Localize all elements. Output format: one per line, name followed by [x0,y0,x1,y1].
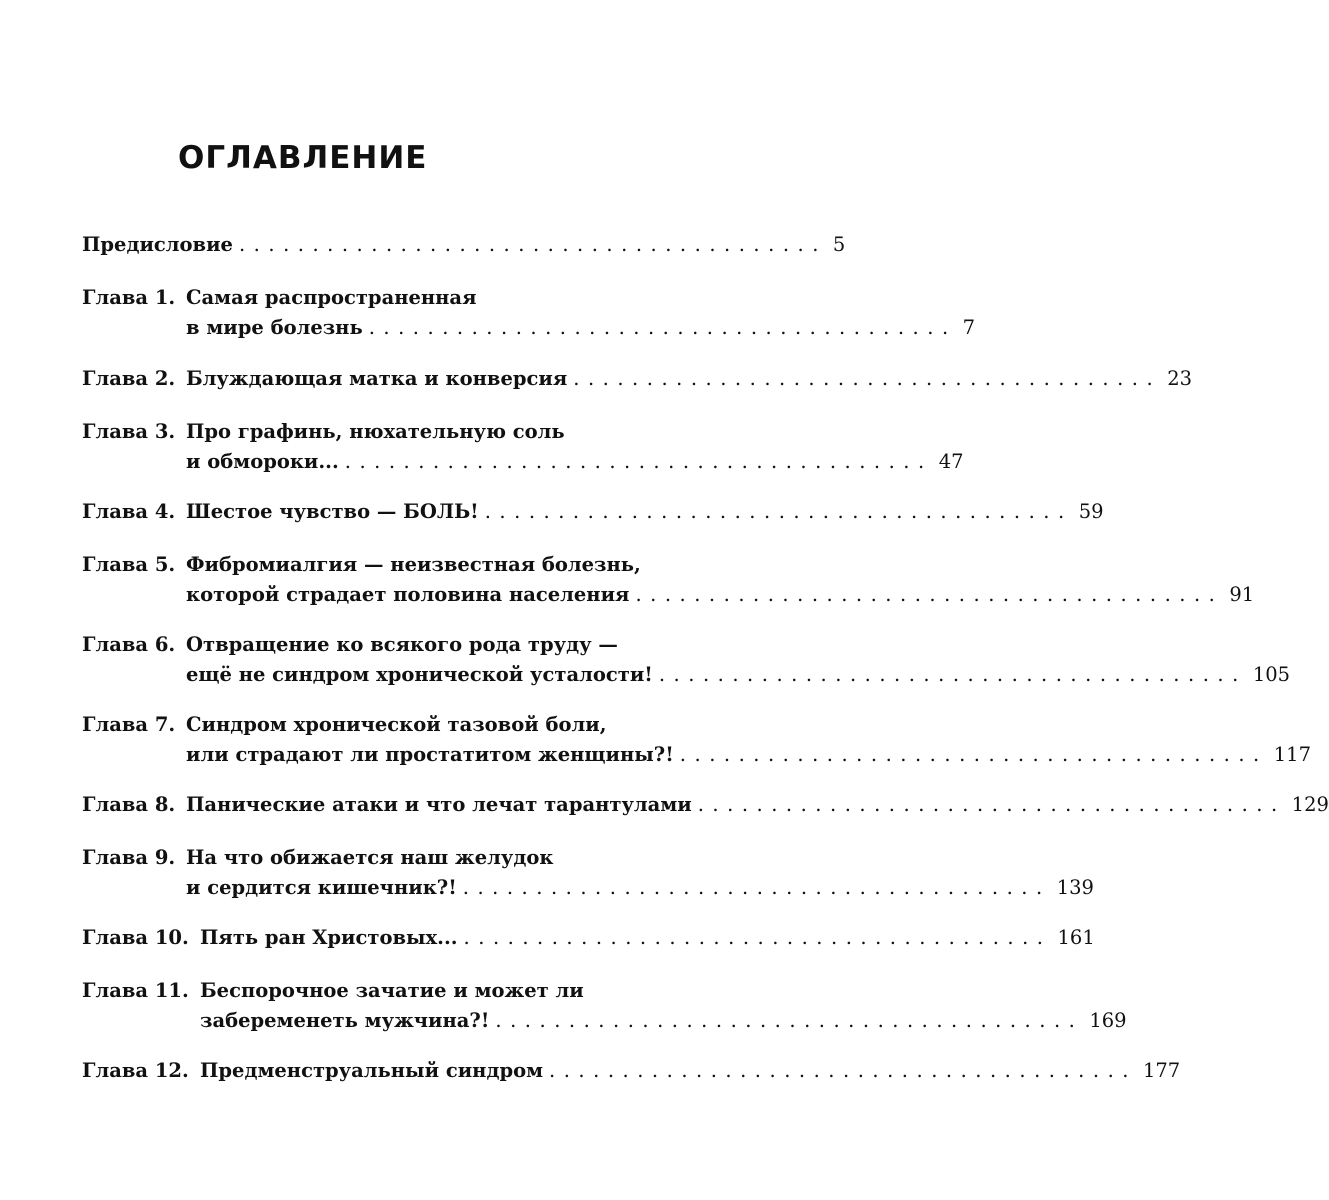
chapter-label: Глава 1. [82,286,176,309]
toc-entry-preface[interactable] [82,230,846,260]
dot-leader: ........................................ [484,500,1073,523]
page-number: 47 [938,450,964,473]
page-number: 169 [1089,1009,1127,1032]
dot-leader: ........................................ [635,583,1224,606]
toc-entry-chapter-9[interactable] [82,843,1094,903]
entry-title-continued: и сердится кишечник?! [186,876,457,899]
entry-title: Панические атаки и что лечат тарантулами [186,793,692,816]
toc-entry-chapter-5[interactable] [82,550,1255,610]
entry-title: Фибромиалгия — неизвестная болезнь, [186,553,641,576]
chapter-label: Глава 10. [82,926,189,949]
chapter-label: Глава 4. [82,500,176,523]
entry-title: Предисловие [82,233,233,256]
page-number: 139 [1056,876,1094,899]
dot-leader: ........................................ [238,233,827,256]
toc-entry-chapter-4[interactable] [82,497,1104,527]
entry-title-continued: которой страдает половина населения [186,583,630,606]
entry-title: Про графинь, нюхательную соль [186,420,565,443]
toc-entry-chapter-3[interactable] [82,417,964,477]
toc-entry-chapter-8[interactable] [82,790,1329,820]
toc-entry-chapter-11[interactable] [82,976,1127,1036]
entry-title: Блуждающая матка и конверсия [186,367,568,390]
entry-title: Самая распространенная [186,286,477,309]
chapter-label: Глава 7. [82,713,176,736]
entry-title: Синдром хронической тазовой боли, [186,713,607,736]
toc-entry-chapter-6[interactable] [82,630,1291,690]
page-number: 129 [1291,793,1329,816]
chapter-label: Глава 12. [82,1059,189,1082]
page-number: 177 [1142,1059,1181,1082]
dot-leader: ........................................ [462,876,1051,899]
entry-title-continued: забеременеть мужчина?! [200,1009,490,1032]
entry-title: Отвращение ко всякого рода труду — [186,633,618,656]
entry-title: На что обижается наш желудок [186,846,554,869]
toc-entry-chapter-2[interactable] [82,364,1193,394]
entry-title-continued: и обмороки... [186,450,339,473]
page-number: 117 [1273,743,1311,766]
entry-title-continued: или страдают ли простатитом женщины?! [186,743,674,766]
chapter-label: Глава 3. [82,420,176,443]
dot-leader: ........................................ [549,1059,1137,1082]
dot-leader: ........................................ [368,316,957,339]
chapter-label: Глава 8. [82,793,176,816]
chapter-label: Глава 11. [82,979,189,1002]
dot-leader: ........................................ [495,1009,1084,1032]
entry-title-continued: в мире болезнь [186,316,363,339]
dot-leader: ........................................ [658,663,1247,686]
chapter-label: Глава 9. [82,846,176,869]
page-title: ОГЛАВЛЕНИЕ [178,140,428,176]
toc-entry-chapter-1[interactable] [82,283,976,343]
entry-title: Беспорочное зачатие и может ли [200,979,584,1002]
toc-entry-chapter-12[interactable] [82,1056,1181,1086]
toc-entry-chapter-7[interactable] [82,710,1311,770]
entry-title: Пять ран Христовых... [200,926,458,949]
dot-leader: ........................................ [573,367,1162,390]
dot-leader: ........................................ [344,450,933,473]
toc-entry-chapter-10[interactable] [82,923,1095,953]
chapter-label: Глава 2. [82,367,176,390]
page-number: 59 [1078,500,1104,523]
page-number: 5 [832,233,846,256]
page-number: 91 [1229,583,1255,606]
page-number: 105 [1252,663,1291,686]
dot-leader: ........................................ [697,793,1286,816]
page-number: 161 [1057,926,1095,949]
page-number: 7 [962,316,976,339]
dot-leader: ........................................ [679,743,1268,766]
page-number: 23 [1167,367,1193,390]
dot-leader: ........................................ [463,926,1052,949]
entry-title-continued: ещё не синдром хронической усталости! [186,663,653,686]
entry-title: Шестое чувство — БОЛЬ! [186,500,479,523]
table-of-contents [82,0,1329,1200]
chapter-label: Глава 5. [82,553,176,576]
chapter-label: Глава 6. [82,633,176,656]
entry-title: Предменструальный синдром [200,1059,544,1082]
